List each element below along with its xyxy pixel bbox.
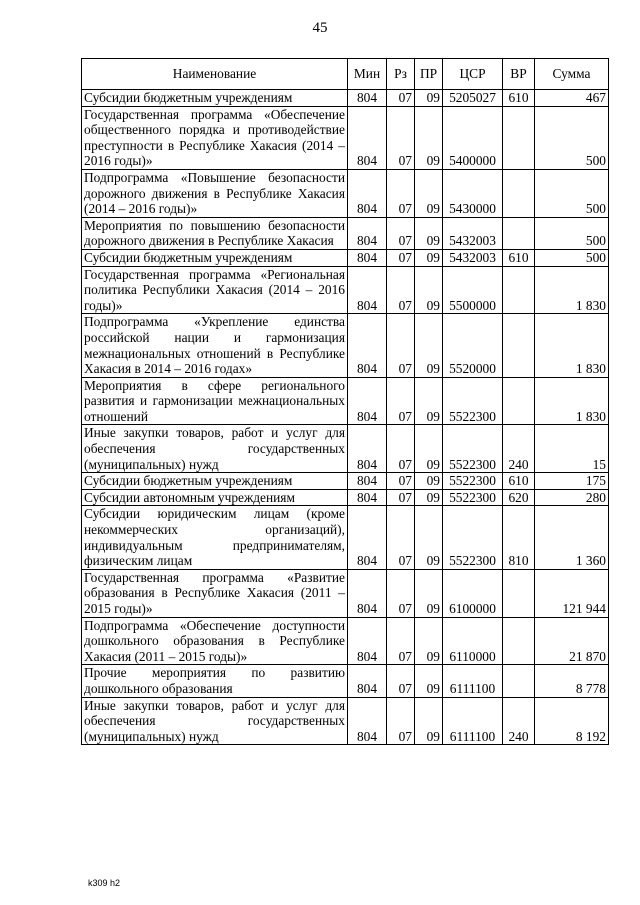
table-row [82,665,609,697]
cell-vr [503,266,535,314]
cell-csr: 5522300 [443,473,503,490]
cell-rz: 07 [387,217,415,249]
cell-rz: 07 [387,425,415,473]
cell-min: 804 [348,569,387,617]
table-row [82,569,609,617]
cell-pr: 09 [415,425,443,473]
cell-min: 804 [348,217,387,249]
cell-rz: 07 [387,697,415,745]
cell-pr: 09 [415,90,443,107]
cell-min: 804 [348,473,387,490]
cell-rz: 07 [387,314,415,377]
cell-sum: 1 830 [535,377,609,425]
cell-sum: 15 [535,425,609,473]
cell-name: Государственная программа «Региональная политика Республики Хакасия (2014 – 2016 годы)» [82,266,348,314]
cell-csr: 5400000 [443,106,503,169]
cell-pr: 09 [415,106,443,169]
cell-csr: 6110000 [443,617,503,665]
cell-sum: 1 830 [535,314,609,377]
cell-pr: 09 [415,473,443,490]
header-vr: ВР [503,59,535,90]
cell-csr: 6111100 [443,665,503,697]
table-row [82,377,609,425]
cell-vr: 610 [503,90,535,107]
cell-pr: 09 [415,169,443,217]
cell-vr [503,217,535,249]
cell-pr: 09 [415,266,443,314]
cell-sum: 500 [535,217,609,249]
cell-pr: 09 [415,314,443,377]
table-row [82,249,609,266]
cell-min: 804 [348,617,387,665]
table-row [82,697,609,745]
table-row [82,314,609,377]
table-header-row [82,59,609,90]
cell-pr: 09 [415,249,443,266]
page-number: 45 [312,20,328,36]
cell-sum: 1 360 [535,506,609,569]
cell-vr: 240 [503,425,535,473]
cell-pr: 09 [415,506,443,569]
cell-rz: 07 [387,506,415,569]
cell-rz: 07 [387,249,415,266]
cell-pr: 09 [415,489,443,506]
cell-csr: 5520000 [443,314,503,377]
cell-vr: 810 [503,506,535,569]
header-name: Наименование [82,59,348,90]
cell-name: Мероприятия в сфере регионального развития и гармонизации межнациональных отношений [82,377,348,425]
header-sum: Сумма [535,59,609,90]
cell-vr: 610 [503,473,535,490]
cell-csr: 5522300 [443,489,503,506]
cell-sum: 121 944 [535,569,609,617]
cell-rz: 07 [387,665,415,697]
cell-min: 804 [348,106,387,169]
budget-table [81,58,609,745]
cell-csr: 5522300 [443,377,503,425]
cell-name: Мероприятия по повышению безопасности дорожного движения в Республике Хакасия [82,217,348,249]
cell-rz: 07 [387,569,415,617]
cell-vr [503,617,535,665]
cell-name: Государственная программа «Развитие образования в Республике Хакасия (2011 – 2015 годы)» [82,569,348,617]
table-row [82,425,609,473]
cell-csr: 6100000 [443,569,503,617]
cell-name: Субсидии бюджетным учреждениям [82,249,348,266]
table-row [82,169,609,217]
table-row [82,266,609,314]
cell-min: 804 [348,90,387,107]
document-code: k309 h2 [88,878,121,888]
cell-csr: 5430000 [443,169,503,217]
cell-sum: 467 [535,90,609,107]
cell-vr [503,106,535,169]
cell-min: 804 [348,377,387,425]
cell-sum: 8 192 [535,697,609,745]
cell-min: 804 [348,665,387,697]
cell-pr: 09 [415,377,443,425]
cell-name: Иные закупки товаров, работ и услуг для обеспечения государственных (муниципальных) нужд [82,425,348,473]
cell-pr: 09 [415,617,443,665]
cell-rz: 07 [387,489,415,506]
cell-name: Подпрограмма «Обеспечение доступности дошкольного образования в Республике Хакасия (2011 – 2015 годы)» [82,617,348,665]
cell-vr: 610 [503,249,535,266]
header-csr: ЦСР [443,59,503,90]
cell-pr: 09 [415,569,443,617]
cell-sum: 8 778 [535,665,609,697]
table-row [82,473,609,490]
header-rz: Рз [387,59,415,90]
table-row [82,217,609,249]
cell-name: Подпрограмма «Укрепление единства российской нации и гармонизация межнациональных отношений в Республике Хакасия в 2014 – 2016 годах» [82,314,348,377]
cell-min: 804 [348,489,387,506]
cell-name: Подпрограмма «Повышение безопасности дорожного движения в Республике Хакасия (2014 – 2016 годы)» [82,169,348,217]
cell-min: 804 [348,266,387,314]
cell-name: Субсидии бюджетным учреждениям [82,473,348,490]
cell-name: Иные закупки товаров, работ и услуг для обеспечения государственных (муниципальных) нужд [82,697,348,745]
cell-sum: 500 [535,169,609,217]
cell-min: 804 [348,169,387,217]
cell-name: Прочие мероприятия по развитию дошкольного образования [82,665,348,697]
header-pr: ПР [415,59,443,90]
cell-min: 804 [348,249,387,266]
cell-rz: 07 [387,266,415,314]
cell-name: Субсидии бюджетным учреждениям [82,90,348,107]
cell-min: 804 [348,506,387,569]
cell-name: Субсидии автономным учреждениям [82,489,348,506]
cell-vr [503,169,535,217]
cell-rz: 07 [387,106,415,169]
cell-vr [503,569,535,617]
table-row [82,617,609,665]
cell-pr: 09 [415,665,443,697]
cell-min: 804 [348,697,387,745]
cell-csr: 5432003 [443,249,503,266]
cell-name: Государственная программа «Обеспечение общественного порядка и противодействие преступности в Республике Хакасия (2014 – 2016 годы)» [82,106,348,169]
table-row [82,106,609,169]
cell-min: 804 [348,425,387,473]
cell-rz: 07 [387,377,415,425]
cell-sum: 175 [535,473,609,490]
cell-rz: 07 [387,473,415,490]
cell-csr: 5522300 [443,425,503,473]
cell-min: 804 [348,314,387,377]
cell-vr [503,665,535,697]
cell-csr: 5500000 [443,266,503,314]
cell-csr: 5205027 [443,90,503,107]
table-row [82,90,609,107]
cell-vr [503,314,535,377]
cell-rz: 07 [387,617,415,665]
cell-csr: 5432003 [443,217,503,249]
cell-rz: 07 [387,90,415,107]
cell-rz: 07 [387,169,415,217]
cell-vr [503,377,535,425]
cell-vr: 620 [503,489,535,506]
budget-table-container [81,58,608,745]
cell-csr: 6111100 [443,697,503,745]
cell-sum: 21 870 [535,617,609,665]
cell-sum: 1 830 [535,266,609,314]
cell-sum: 500 [535,106,609,169]
cell-pr: 09 [415,697,443,745]
cell-csr: 5522300 [443,506,503,569]
header-min: Мин [348,59,387,90]
table-row [82,489,609,506]
cell-pr: 09 [415,217,443,249]
cell-sum: 280 [535,489,609,506]
table-row [82,506,609,569]
cell-vr: 240 [503,697,535,745]
cell-name: Субсидии юридическим лицам (кроме некоммерческих организаций), индивидуальным предпринимателям, физическим лицам [82,506,348,569]
cell-sum: 500 [535,249,609,266]
